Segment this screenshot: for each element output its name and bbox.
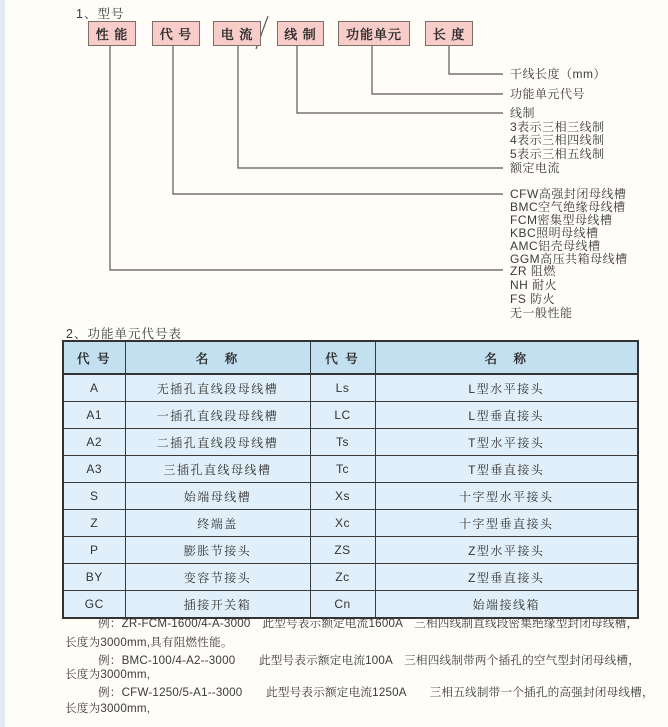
callout-series-kbc: KBC照明母线槽 (510, 226, 599, 240)
field-box-code: 代 号 (152, 21, 200, 46)
name-cell: Z型水平接头 (375, 537, 638, 564)
name-cell: 二插孔直线段母线槽 (125, 429, 310, 456)
code-cell: GC (63, 591, 125, 619)
code-cell: LC (310, 402, 375, 429)
code-cell: Z (63, 510, 125, 537)
callout-perf-fs: FS 防火 (510, 292, 556, 306)
example-line: 例：ZR-FCM-1600/4-A-3000 此型号表示额定电流1600A 三相四线制直线段密集绝缘型封闭母线槽， (98, 617, 639, 630)
header-name-1: 名 称 (125, 341, 310, 374)
callout-series-bmc: BMC空气绝缘母线槽 (510, 200, 626, 214)
code-cell: Xs (310, 483, 375, 510)
table-row (63, 402, 638, 429)
example-line: 例：CFW-1250/5-A1--3000 此型号表示额定电流1250A 三相五线制带一个插孔的高强封闭母线槽， (98, 686, 654, 699)
name-cell: 十字型垂直接头 (375, 510, 638, 537)
header-code-1: 代 号 (63, 341, 125, 374)
connector-code (173, 46, 503, 194)
callout-trunk-length: 干线长度（mm） (510, 67, 606, 81)
name-cell: L型水平接头 (375, 374, 638, 402)
name-cell: Z型垂直接头 (375, 564, 638, 591)
section-title-function-unit-table: 2、功能单元代号表 (66, 327, 182, 341)
code-cell: Cn (310, 591, 375, 619)
callout-rated-current: 额定电流 (510, 161, 561, 175)
name-cell: 一插孔直线段母线槽 (125, 402, 310, 429)
field-box-wire-system: 线 制 (277, 21, 324, 46)
connector-length (449, 46, 503, 74)
name-cell: 终端盖 (125, 510, 310, 537)
name-cell: 十字型水平接头 (375, 483, 638, 510)
code-cell: A (63, 374, 125, 402)
connector-wire-system (297, 46, 503, 113)
name-cell: 变容节接头 (125, 564, 310, 591)
name-cell: T型垂直接头 (375, 456, 638, 483)
code-cell: A2 (63, 429, 125, 456)
table-row (63, 374, 638, 402)
connector-function-unit (372, 46, 503, 94)
code-cell: A1 (63, 402, 125, 429)
name-cell: 膨胀节接头 (125, 537, 310, 564)
connector-current (238, 46, 503, 168)
model-code-diagram (0, 0, 668, 330)
name-cell: L型垂直接头 (375, 402, 638, 429)
field-box-performance: 性 能 (88, 21, 136, 46)
code-cell: Tc (310, 456, 375, 483)
name-cell: 无插孔直线段母线槽 (125, 374, 310, 402)
example-line: 例：BMC-100/4-A2--3000 此型号表示额定电流100A 三相四线制带两个插孔的空气型封闭母线槽， (98, 654, 641, 667)
table-row (63, 510, 638, 537)
section-title-model: 1、型号 (76, 7, 125, 21)
callout-perf-nh: NH 耐火 (510, 278, 558, 292)
example-line: 长度为3000mm, (65, 702, 151, 715)
table-row (63, 564, 638, 591)
example-line: 长度为3000mm, (65, 668, 151, 681)
table-row (63, 429, 638, 456)
header-name-2: 名 称 (375, 341, 638, 374)
callout-wire-4: 4表示三相四线制 (510, 133, 605, 147)
code-cell: Xc (310, 510, 375, 537)
callout-perf-none: 无一般性能 (510, 306, 573, 320)
header-code-2: 代 号 (310, 341, 375, 374)
callout-function-code: 功能单元代号 (510, 87, 586, 101)
table-row (63, 537, 638, 564)
code-cell: A3 (63, 456, 125, 483)
callout-wire-3: 3表示三相三线制 (510, 120, 605, 134)
code-cell: Ts (310, 429, 375, 456)
connector-lines (0, 0, 668, 330)
table-row (63, 483, 638, 510)
name-cell: 始端母线槽 (125, 483, 310, 510)
code-cell: ZS (310, 537, 375, 564)
code-cell: Zc (310, 564, 375, 591)
name-cell: 始端接线箱 (375, 591, 638, 619)
example-line: 长度为3000mm,具有阻燃性能。 (65, 636, 233, 649)
name-cell: 三插孔直线母线槽 (125, 456, 310, 483)
callout-series-cfw: CFW高强封闭母线槽 (510, 187, 627, 201)
name-cell: T型水平接头 (375, 429, 638, 456)
callout-series-amc: AMC铝壳母线槽 (510, 239, 601, 253)
table-row (63, 456, 638, 483)
connector-performance (110, 46, 503, 270)
function-unit-code-table (62, 340, 639, 619)
name-cell: 插接开关箱 (125, 591, 310, 619)
field-box-length: 长 度 (425, 21, 473, 46)
callout-wire-system: 线制 (510, 106, 536, 120)
code-cell: BY (63, 564, 125, 591)
field-box-current: 电 流 (213, 21, 261, 46)
callout-series-fcm: FCM密集型母线槽 (510, 213, 613, 227)
callout-series-ggm: GGM高压共箱母线槽 (510, 252, 628, 266)
table-header-row (63, 341, 638, 374)
code-cell: P (63, 537, 125, 564)
callout-wire-5: 5表示三相五线制 (510, 147, 605, 161)
field-box-function-unit: 功能单元 (338, 21, 410, 46)
code-cell: Ls (310, 374, 375, 402)
callout-perf-zr: ZR 阻燃 (510, 264, 556, 278)
table-row (63, 591, 638, 619)
code-cell: S (63, 483, 125, 510)
